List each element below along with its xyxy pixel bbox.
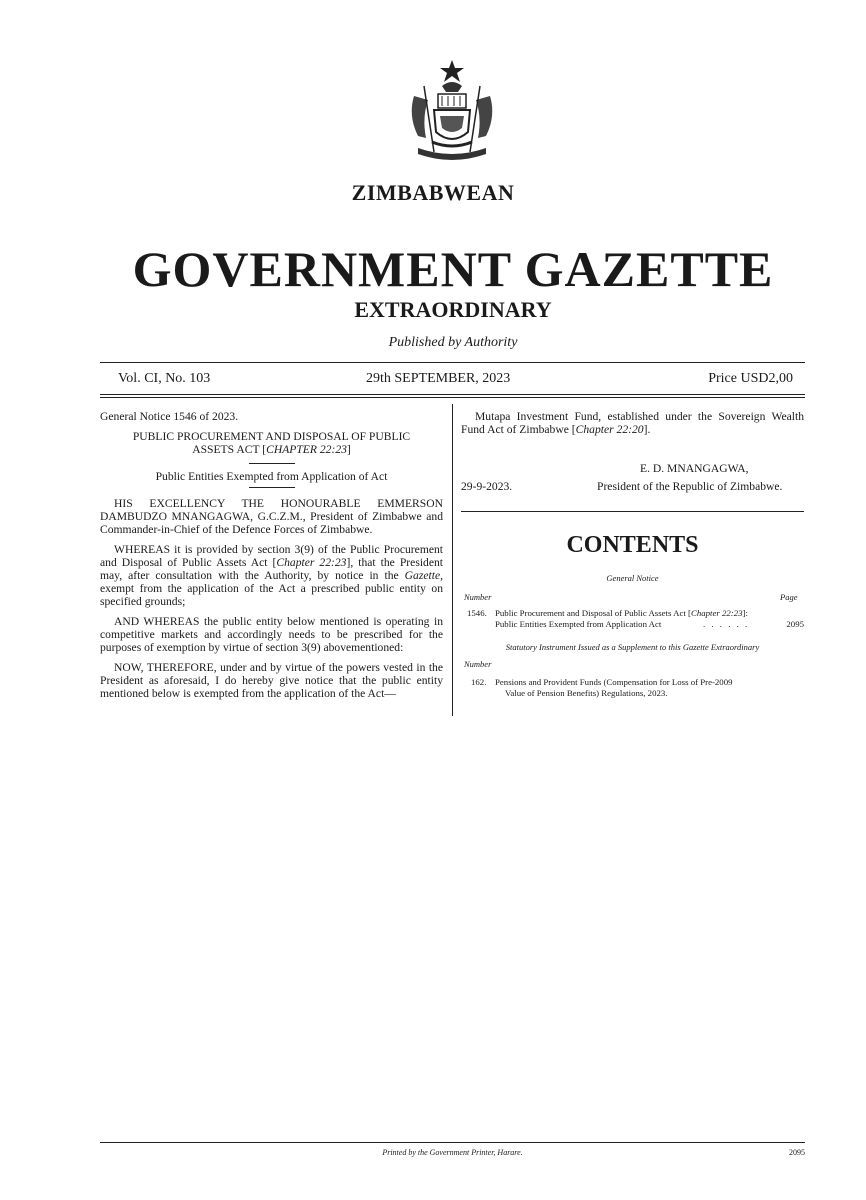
notice-paragraph-preamble: HIS EXCELLENCY THE HONOURABLE EMMERSON DAMBUDZO MNANGAGWA, G.C.Z.M., President of Zimbabwe and Commander-in-Chief of the Defence Forces of Zimbabwe. [100,497,443,536]
exempted-entity: Mutapa Investment Fund, established under the Sovereign Wealth Fund Act of Zimbabwe [Chapter 22:20]. [461,410,804,436]
signatory-title: President of the Republic of Zimbabwe. [597,480,783,493]
general-notice [100,410,443,707]
masthead-bottom-rule [100,394,805,395]
general-notice-label: General Notice [606,573,659,583]
subject-rule [249,487,295,488]
masthead-double-rule [100,397,805,398]
si-entry-title: Pensions and Provident Funds (Compensation for Loss of Pre-2009 [495,677,733,687]
notice-paragraph-now-therefore: NOW, THEREFORE, under and by virtue of the powers vested in the President as aforesaid, I do hereby give notice that the public entity mentioned below is exempted from the application of the Act— [100,661,443,700]
act-title: PUBLIC PROCUREMENT AND DISPOSAL OF PUBLIC ASSETS ACT [CHAPTER 22:23] [132,430,411,456]
page-column-label: Page [780,592,798,602]
footer-rule [100,1142,805,1143]
masthead-top-rule [100,362,805,363]
issue-price: Price USD2,00 [708,371,793,386]
signature-date: 29-9-2023. [461,480,513,493]
statutory-instrument-heading: Statutory Instrument Issued as a Supplement to this Gazette Extraordinary [505,642,760,652]
contents-entry-title: Public Procurement and Disposal of Public Assets Act [Chapter 22:23]: [495,608,748,618]
number-column-label-2: Number [464,659,492,669]
notice-paragraph-whereas: WHEREAS it is provided by section 3(9) of the Public Procurement and Disposal of Public Assets Act [Chapter 22:23], that the President may, after consultation with the Authority, by notice in the Gazette, exempt from the application of the Act a prescribed public entity on specified grounds; [100,543,444,608]
title-rule [249,463,295,464]
notice-subject: Public Entities Exempted from Application of Act [155,470,388,483]
contents-entry-leader: . . . . . . [703,619,750,629]
printer-credit: Printed by the Government Printer, Harare. [382,1148,523,1157]
coat-of-arms-icon [404,56,500,168]
country-heading: ZIMBABWEAN [351,180,515,205]
gazette-title: GOVERNMENT GAZETTE [132,241,774,297]
published-by-authority: Published by Authority [388,335,518,350]
notice-number: General Notice 1546 of 2023. [100,410,239,423]
si-entry-subtitle: Value of Pension Benefits) Regulations, 2023. [505,688,668,698]
page-number: 2095 [789,1148,805,1157]
notice-paragraph-and-whereas: AND WHEREAS the public entity below mentioned is operating in competitive markets and accordingly needs to be prescribed for the purposes of exemption by virtue of section 3(9) abovementioned: [100,615,443,654]
signatory-name: E. D. MNANGAGWA, [640,462,749,475]
column-divider [452,404,453,716]
notice-continuation [461,410,804,436]
si-entry-number: 162. [471,677,487,687]
signature-rule [461,511,804,512]
issue-date: 29th SEPTEMBER, 2023 [366,371,511,386]
volume-number: Vol. CI, No. 103 [118,371,211,386]
contents-heading: CONTENTS [566,532,699,558]
gazette-subtitle: EXTRAORDINARY [354,297,552,322]
contents-entry-page: 2095 [786,619,804,629]
contents-entry-subtitle: Public Entities Exempted from Application Act [495,619,662,629]
contents-entry-number: 1546. [467,608,487,618]
number-column-label: Number [464,592,492,602]
